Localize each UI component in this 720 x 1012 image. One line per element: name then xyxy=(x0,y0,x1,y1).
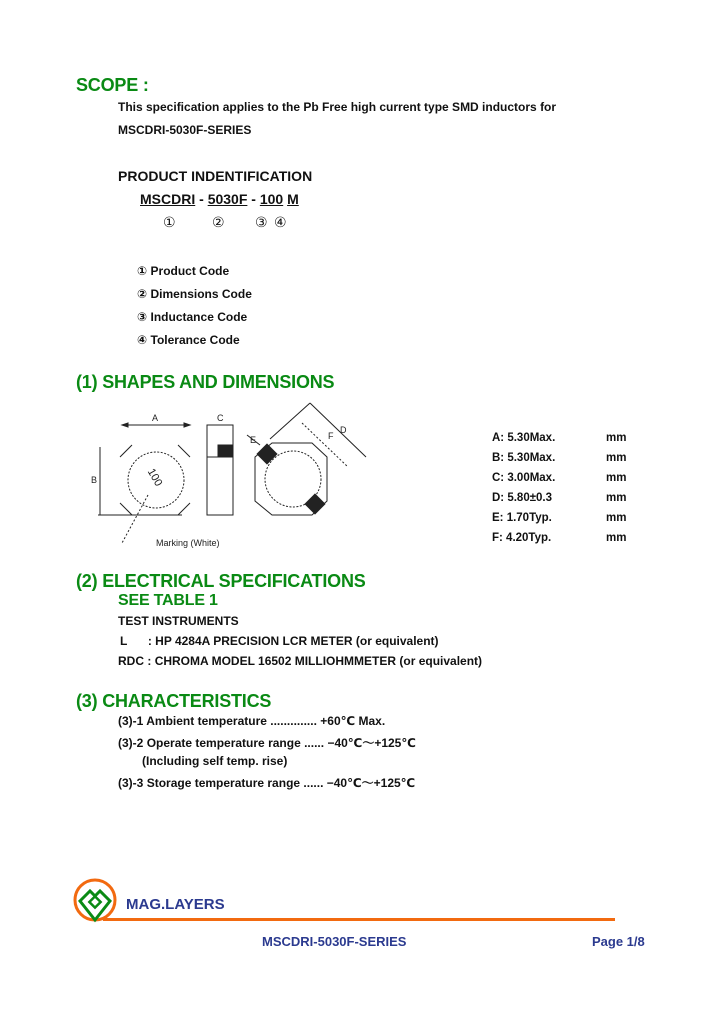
item-id: (3)-3 xyxy=(118,776,144,790)
dimension-unit: mm xyxy=(606,452,627,464)
dimension-unit: mm xyxy=(606,432,627,444)
label-c: C xyxy=(217,413,224,423)
legend-label: Tolerance Code xyxy=(150,333,240,347)
characteristic-operate xyxy=(118,734,416,751)
separator: - xyxy=(199,191,204,207)
marking-text: 100 xyxy=(144,466,165,489)
legend-label: Inductance Code xyxy=(150,310,248,324)
legend-label: Dimensions Code xyxy=(150,287,252,301)
dimension-f: F: 4.20Typ. xyxy=(492,532,552,544)
item-label: Ambient temperature .............. xyxy=(146,714,317,728)
dimension-c: C: 3.00Max. xyxy=(492,472,556,484)
dimension-unit: mm xyxy=(606,532,627,544)
dimension-b: B: 5.30Max. xyxy=(492,452,556,464)
footer-divider xyxy=(103,918,615,921)
item-id: (3)-2 xyxy=(118,736,144,750)
instrument-value: HP 4284A PRECISION LCR METER (or equivalent) xyxy=(155,634,439,648)
instrument-rdc xyxy=(118,654,482,668)
item-value: −40℃～+125℃ xyxy=(326,776,416,790)
dimension-a: A: 5.30Max. xyxy=(492,432,556,444)
see-table-heading: SEE TABLE 1 xyxy=(118,592,218,609)
instrument-value: CHROMA MODEL 16502 MILLIOHMMETER (or equivalent) xyxy=(154,654,483,668)
page-number: Page 1/8 xyxy=(592,934,645,949)
part-code-tolerance: M xyxy=(287,191,299,207)
shapes-heading: (1) SHAPES AND DIMENSIONS xyxy=(76,372,335,392)
scope-heading: SCOPE : xyxy=(76,75,149,95)
legend-marker: ① xyxy=(137,264,148,278)
dimension-unit: mm xyxy=(606,512,627,524)
legend-marker: ④ xyxy=(137,333,148,347)
label-f: F xyxy=(328,431,334,441)
characteristic-ambient xyxy=(118,714,385,728)
label-d: D xyxy=(340,425,347,435)
legend-item xyxy=(137,287,252,301)
footer-series: MSCDRI-5030F-SERIES xyxy=(262,934,407,949)
part-code-inductance: 100 xyxy=(259,191,284,207)
label-a: A xyxy=(152,413,159,423)
instrument-sep: : xyxy=(147,654,152,668)
scope-line-1: This specification applies to the Pb Free high current type SMD inductors for xyxy=(118,100,557,114)
part-code-series: MSCDRI xyxy=(140,191,196,207)
brand-name: MAG.LAYERS xyxy=(126,896,225,913)
scope-line-2: MSCDRI-5030F-SERIES xyxy=(118,123,252,137)
legend-marker: ② xyxy=(137,287,148,301)
item-label: Storage temperature range ...... xyxy=(146,776,324,790)
legend-item xyxy=(137,333,240,347)
electrical-heading: (2) ELECTRICAL SPECIFICATIONS xyxy=(76,571,366,591)
item-id: (3)-1 xyxy=(118,714,144,728)
instruments-title: TEST INSTRUMENTS xyxy=(118,614,239,628)
characteristics-heading: (3) CHARACTERISTICS xyxy=(76,691,272,711)
item-value: +60℃ Max. xyxy=(320,714,386,728)
separator: - xyxy=(251,191,256,207)
label-b: B xyxy=(91,475,98,485)
dimension-e: E: 1.70Typ. xyxy=(492,512,552,524)
item-label: Operate temperature range ...... xyxy=(146,736,325,750)
instrument-sep: : xyxy=(147,634,152,648)
dimension-unit: mm xyxy=(606,472,627,484)
legend-marker: ③ xyxy=(137,310,148,324)
legend-item xyxy=(137,310,247,324)
item-value: −40℃～+125℃ xyxy=(327,736,416,750)
label-e: E xyxy=(250,435,257,445)
product-identification-title: PRODUCT INDENTIFICATION xyxy=(118,168,313,184)
dimension-unit: mm xyxy=(606,492,627,504)
instrument-l xyxy=(120,634,439,648)
characteristic-note: (Including self temp. rise) xyxy=(142,754,288,768)
marker-3: ③ xyxy=(255,214,268,230)
instrument-key: RDC xyxy=(118,654,144,668)
dimension-d: D: 5.80±0.3 xyxy=(492,492,553,504)
marking-caption: Marking (White) xyxy=(156,538,220,548)
part-code-dimensions: 5030F xyxy=(207,191,248,207)
instrument-key: L xyxy=(120,634,128,648)
marker-1: ① xyxy=(163,214,176,230)
marker-4: ④ xyxy=(274,214,287,230)
legend-item xyxy=(137,264,229,278)
dimension-drawing xyxy=(90,395,380,555)
part-number xyxy=(140,191,299,207)
legend-label: Product Code xyxy=(150,264,230,278)
characteristic-storage xyxy=(118,774,415,791)
marker-2: ② xyxy=(212,214,225,230)
